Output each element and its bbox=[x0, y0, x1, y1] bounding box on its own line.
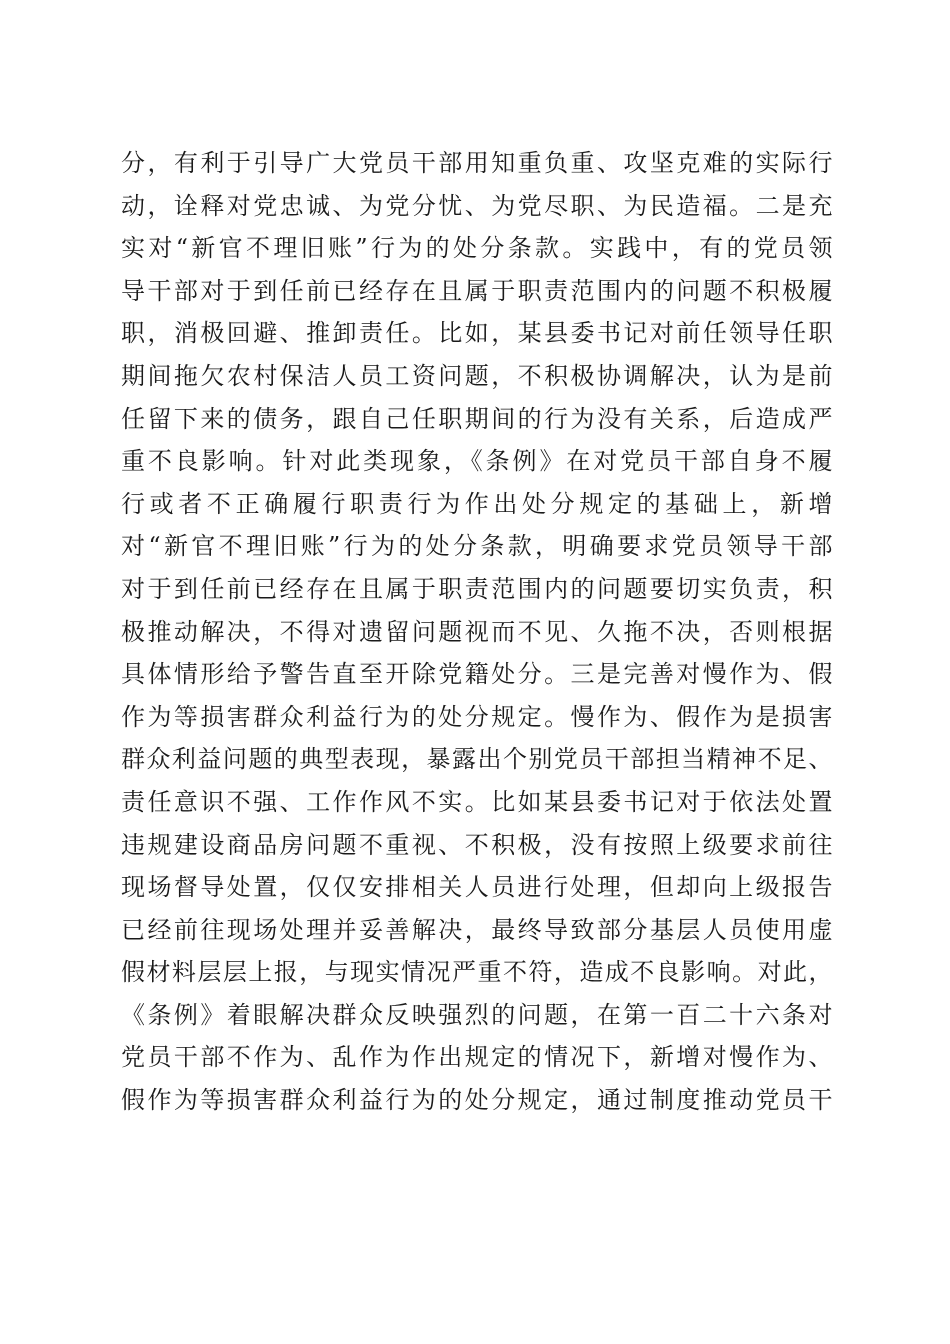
text-line: 导干部对于到任前已经存在且属于职责范围内的问题不积极履 bbox=[121, 276, 833, 305]
text-line: 现场督导处置，仅仅安排相关人员进行处理，但却向上级报告 bbox=[121, 873, 833, 902]
text-line: 作为等损害群众利益行为的处分规定。慢作为、假作为是损害 bbox=[121, 702, 833, 731]
text-line: 党员干部不作为、乱作为作出规定的情况下，新增对慢作为、 bbox=[121, 1043, 833, 1072]
text-line: 分，有利于引导广大党员干部用知重负重、攻坚克难的实际行 bbox=[121, 149, 833, 177]
text-line: 具体情形给予警告直至开除党籍处分。三是完善对慢作为、假 bbox=[121, 660, 833, 689]
text-line: 群众利益问题的典型表现，暴露出个别党员干部担当精神不足、 bbox=[121, 745, 833, 774]
text-line: 实对“新官不理旧账”行为的处分条款。实践中，有的党员领 bbox=[121, 234, 833, 263]
text-line: 违规建设商品房问题不重视、不积极，没有按照上级要求前往 bbox=[121, 830, 833, 859]
text-line: 行或者不正确履行职责行为作出处分规定的基础上，新增 bbox=[121, 489, 833, 518]
text-line: 《条例》着眼解决群众反映强烈的问题，在第一百二十六条对 bbox=[121, 1000, 833, 1029]
text-line: 责任意识不强、工作作风不实。比如某县委书记对于依法处置 bbox=[121, 787, 833, 816]
text-line: 对于到任前已经存在且属于职责范围内的问题要切实负责，积 bbox=[121, 574, 833, 603]
text-line: 职，消极回避、推卸责任。比如，某县委书记对前任领导任职 bbox=[121, 319, 833, 348]
text-line: 对“新官不理旧账”行为的处分条款，明确要求党员领导干部 bbox=[121, 532, 833, 561]
text-line: 假作为等损害群众利益行为的处分规定，通过制度推动党员干 bbox=[121, 1086, 833, 1115]
text-line: 已经前往现场处理并妥善解决，最终导致部分基层人员使用虚 bbox=[121, 915, 833, 944]
body-paragraph bbox=[121, 142, 833, 1122]
text-line: 假材料层层上报，与现实情况严重不符，造成不良影响。对此， bbox=[121, 958, 833, 987]
text-line: 动，诠释对党忠诚、为党分忧、为党尽职、为民造福。二是充 bbox=[121, 191, 833, 220]
text-line: 任留下来的债务，跟自己任职期间的行为没有关系，后造成严 bbox=[121, 404, 833, 433]
text-line: 期间拖欠农村保洁人员工资问题，不积极协调解决，认为是前 bbox=[121, 361, 833, 390]
text-line: 极推动解决，不得对遗留问题视而不见、久拖不决，否则根据 bbox=[121, 617, 833, 646]
text-line: 重不良影响。针对此类现象，《条例》在对党员干部自身不履 bbox=[121, 447, 833, 476]
